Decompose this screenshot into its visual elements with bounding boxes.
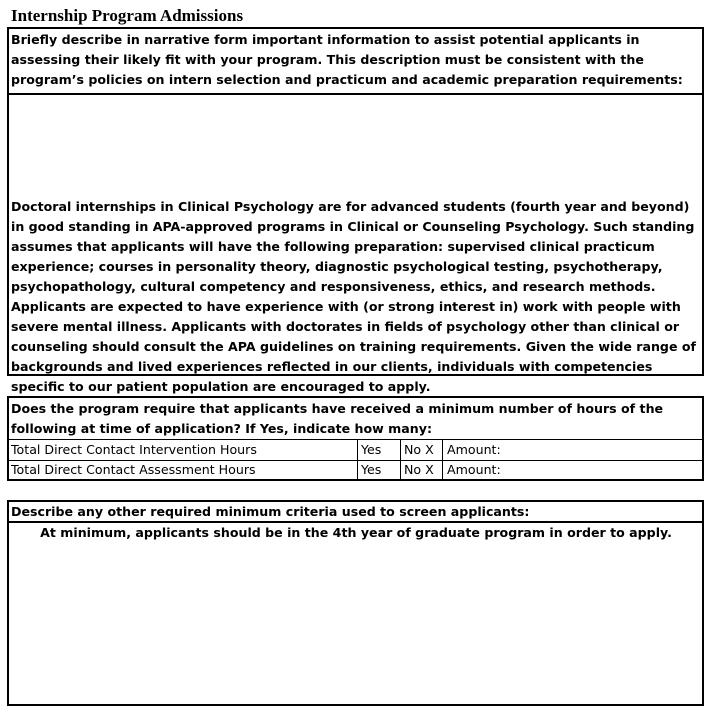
criteria-answer: At minimum, applicants should be in the 4th year of graduate program in order to apply. [40,525,672,540]
intervention-no-cell: No X [404,442,434,457]
assessment-no-cell: No X [404,462,434,477]
assessment-hours-label: Total Direct Contact Assessment Hours [11,462,256,477]
narrative-answer: Doctoral internships in Clinical Psychology are for advanced students (fourth year and beyond) in good standing in APA-approved programs in Clinical or Counseling Psychology. Such standing assumes that applicants will have the following preparation: supervised clinical practicum experience; courses in personality theory, diagnostic psychological testing, psychotherapy, psychopathology, cultural competency and responsiveness, ethics, and research methods. Applicants are expected to have experience with (or strong interest in) work with people with severe mental illness. Applicants with doctorates in fields of psychology other than clinical or counseling should consult the APA guidelines on training requirements. Given the wide range of backgrounds and lived experiences reflected in our clients, individuals with competencies specific to our patient population are encouraged to apply. [11,199,696,394]
assessment-amount-cell: Amount: [447,462,501,477]
hours-col-divider-3 [442,439,443,480]
intervention-amount-cell: Amount: [447,442,501,457]
hours-col-divider-2 [400,439,401,480]
intervention-hours-label: Total Direct Contact Intervention Hours [11,442,257,457]
hours-col-divider-1 [357,439,358,480]
criteria-prompt: Describe any other required minimum criteria used to screen applicants: [11,504,530,519]
intervention-yes-cell: Yes [361,442,382,457]
narrative-prompt-divider [7,93,704,95]
page-title: Internship Program Admissions [11,6,244,25]
narrative-prompt: Briefly describe in narrative form important information to assist potential applicants in assessing their likely fit with your program. This description must be consistent with the program’s policies on intern selection and practicum and academic preparation requirements: [11,32,683,87]
assessment-yes-cell: Yes [361,462,382,477]
hours-prompt: Does the program require that applicants have received a minimum number of hours of the following at time of application? If Yes, indicate how many: [11,401,664,436]
